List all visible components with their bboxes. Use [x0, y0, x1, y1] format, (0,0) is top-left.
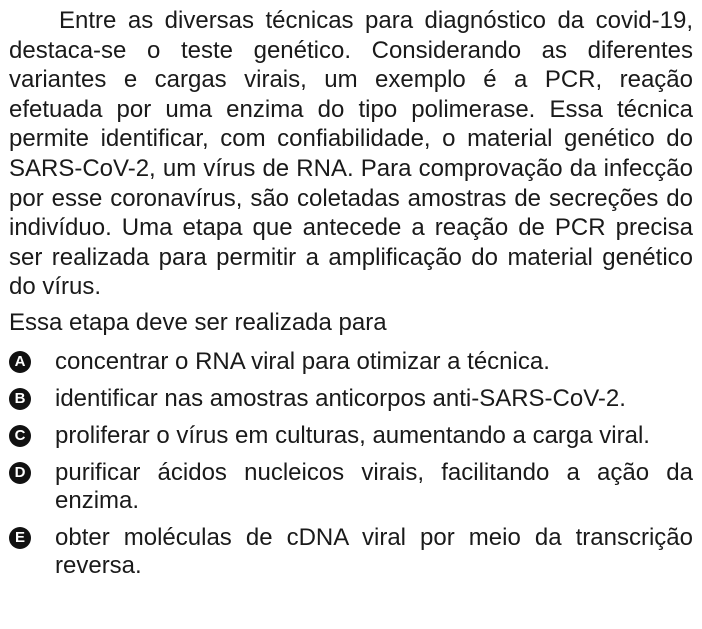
option-b[interactable]	[9, 385, 693, 413]
option-a-text: concentrar o RNA viral para otimizar a técnica.	[55, 347, 550, 375]
option-d-letter-icon: D	[9, 462, 31, 484]
option-c-letter-icon: C	[9, 425, 31, 447]
question-block	[9, 6, 693, 589]
option-d[interactable]	[9, 459, 693, 515]
option-e-text: obter moléculas de cDNA viral por meio da transcrição reversa.	[55, 523, 693, 579]
option-b-text: identificar nas amostras anticorpos anti-SARS-CoV-2.	[55, 384, 626, 412]
option-a-letter-icon: A	[9, 351, 31, 373]
option-e[interactable]	[9, 524, 693, 580]
question-stem: Entre as diversas técnicas para diagnóstico da covid-19, destaca-se o teste genético. Considerando as diferentes variantes e cargas virais, um exemplo é a PCR, reação efetuada por uma enzima do tipo polimerase. Essa técnica permite identificar, com confiabilidade, o material genético do SARS-CoV-2, um vírus de RNA. Para comprovação da infecção por esse coronavírus, são coletadas amostras de secreções do indivíduo. Uma etapa que antecede a reação de PCR precisa ser realizada para permitir a amplificação do material genético do vírus.	[9, 7, 693, 301]
option-c[interactable]	[9, 422, 693, 450]
option-b-letter-icon: B	[9, 388, 31, 410]
option-a[interactable]	[9, 348, 693, 376]
option-e-letter-icon: E	[9, 527, 31, 549]
question-command: Essa etapa deve ser realizada para	[9, 308, 387, 336]
option-c-text: proliferar o vírus em culturas, aumentando a carga viral.	[55, 421, 650, 449]
answer-options	[9, 348, 693, 580]
option-d-text: purificar ácidos nucleicos virais, facilitando a ação da enzima.	[55, 458, 693, 514]
